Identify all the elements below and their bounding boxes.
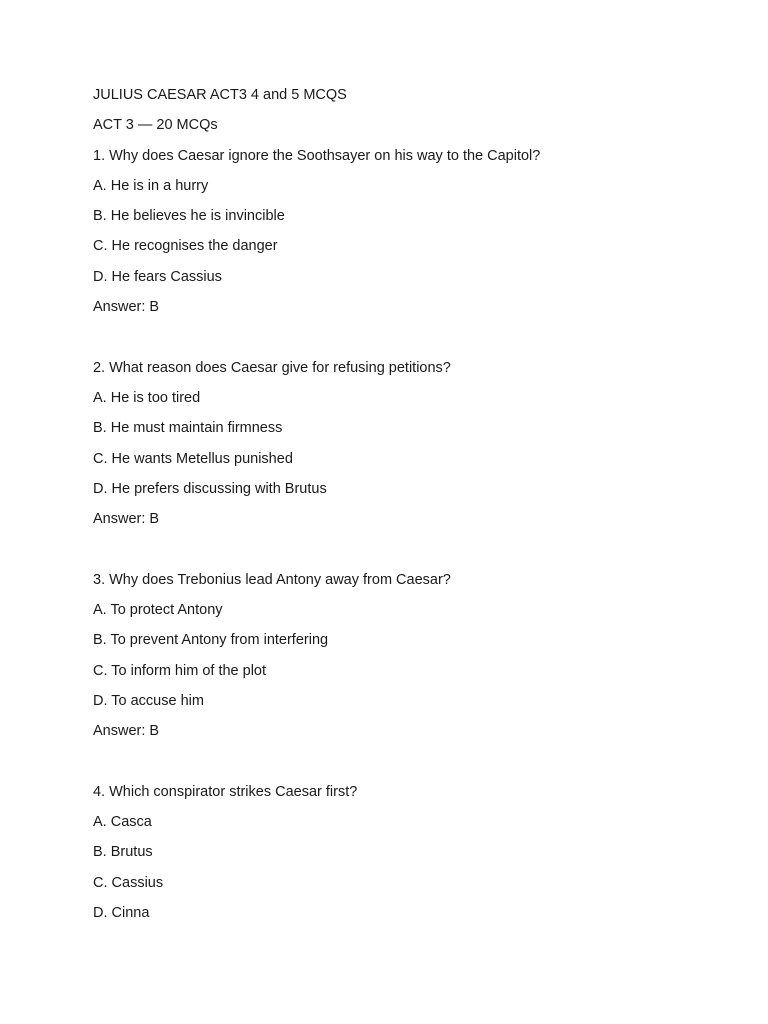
option-b: B. To prevent Antony from interfering [93,632,329,649]
option-d: D. Cinna [93,905,150,922]
document-page [93,85,713,933]
option-a: A. To protect Antony [93,602,223,619]
option-b: B. He must maintain firmness [93,420,283,437]
document-subtitle: ACT 3 — 20 MCQs [93,117,218,134]
question-block-4 [93,782,713,923]
question-text: 4. Which conspirator strikes Caesar first? [93,783,358,800]
option-c: C. He wants Metellus punished [93,450,293,467]
spacer [93,752,713,782]
option-d: D. He fears Cassius [93,268,222,285]
document-title: JULIUS CAESAR ACT3 4 and 5 MCQS [93,87,347,103]
answer-text: Answer: B [93,511,160,528]
option-a: A. He is too tired [93,389,201,406]
option-b: B. He believes he is invincible [93,208,285,225]
spacer [93,539,713,569]
question-text: 1. Why does Caesar ignore the Soothsayer on his way to the Capitol? [93,147,541,164]
option-d: D. To accuse him [93,692,204,709]
option-c: C. To inform him of the plot [93,662,267,679]
option-c: C. He recognises the danger [93,238,278,255]
answer-text: Answer: B [93,299,160,316]
option-c: C. Cassius [93,874,164,891]
question-block-2 [93,358,713,529]
question-block-3 [93,570,713,741]
question-block-1 [93,146,713,317]
option-d: D. He prefers discussing with Brutus [93,480,327,497]
option-a: A. He is in a hurry [93,177,209,194]
question-text: 2. What reason does Caesar give for refusing petitions? [93,359,451,376]
option-b: B. Brutus [93,844,153,861]
question-text: 3. Why does Trebonius lead Antony away from Caesar? [93,571,451,588]
answer-text: Answer: B [93,723,160,740]
option-a: A. Casca [93,814,152,831]
spacer [93,327,713,357]
